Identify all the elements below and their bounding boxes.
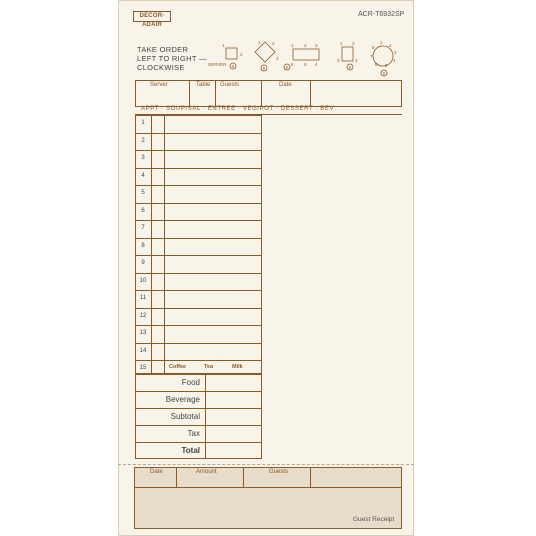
receipt-date-label: Date bbox=[150, 469, 163, 475]
seat-label: 2 bbox=[389, 43, 392, 48]
divider bbox=[215, 80, 216, 107]
seat-label: 4 bbox=[337, 58, 340, 63]
grid-divider bbox=[164, 115, 165, 374]
row-line bbox=[135, 168, 262, 169]
form-code: ACR-T6932SP bbox=[358, 11, 405, 18]
row-number: 15 bbox=[139, 365, 147, 371]
row-line bbox=[135, 360, 262, 361]
seat-label: 2 bbox=[304, 43, 307, 48]
small-table-icon bbox=[342, 47, 353, 61]
totals-line bbox=[135, 408, 262, 409]
seat-label: S bbox=[382, 71, 386, 76]
row-line bbox=[135, 343, 262, 344]
seat-label: 3 bbox=[394, 50, 397, 55]
seat-label: 3 bbox=[276, 56, 279, 61]
total-label-total: Total bbox=[181, 446, 200, 455]
seat-label: 4 bbox=[315, 62, 318, 67]
guests-field-label: Guests bbox=[220, 82, 240, 88]
row-number: 9 bbox=[141, 260, 145, 266]
instruction-line-2: LEFT TO RIGHT — bbox=[137, 54, 207, 63]
seat-label: 2 bbox=[240, 52, 243, 57]
row-number: 4 bbox=[141, 172, 145, 179]
divider bbox=[189, 80, 190, 107]
seat-label: 5 bbox=[304, 62, 307, 67]
row-number: 13 bbox=[139, 330, 147, 336]
seat-label: S bbox=[348, 65, 352, 70]
row-line bbox=[135, 308, 262, 309]
seat-label: 1 bbox=[222, 43, 225, 48]
tea-label: Tea bbox=[204, 364, 214, 370]
instruction-line-3: CLOCKWISE bbox=[137, 63, 185, 72]
row-line bbox=[135, 255, 262, 256]
divider bbox=[261, 80, 262, 107]
receipt-divider bbox=[134, 487, 402, 488]
row-line bbox=[135, 185, 262, 186]
seat-label: 4 bbox=[393, 58, 396, 63]
seat-label: S bbox=[231, 64, 235, 69]
row-number: 7 bbox=[141, 225, 145, 231]
coffee-label: Coffee bbox=[169, 364, 187, 370]
guest-receipt-title: Guest Receipt bbox=[353, 516, 395, 523]
rect-table-icon bbox=[293, 49, 319, 60]
seat-label: 3 bbox=[315, 43, 318, 48]
row-line bbox=[135, 220, 262, 221]
seat-label: 2 bbox=[352, 41, 355, 46]
seat-label: 8 bbox=[372, 45, 375, 50]
row-number: 10 bbox=[139, 277, 147, 284]
seat-label: 1 bbox=[258, 40, 261, 45]
row-line bbox=[135, 150, 262, 151]
totals-line bbox=[135, 391, 262, 392]
server-field-label: Server bbox=[150, 82, 168, 88]
row-number: 1 bbox=[141, 120, 145, 126]
receipt-divider bbox=[310, 467, 311, 487]
row-line bbox=[135, 273, 262, 274]
seat-label: 5 bbox=[385, 63, 388, 68]
seat-label: S bbox=[262, 66, 266, 71]
milk-label: Milk bbox=[232, 364, 243, 370]
server-label: SERVER bbox=[208, 62, 227, 67]
seat-label: 2 bbox=[272, 41, 275, 46]
instruction-line-1: TAKE ORDER bbox=[137, 45, 189, 54]
total-label-beverage: Beverage bbox=[165, 395, 200, 404]
grid-divider bbox=[151, 115, 152, 374]
divider bbox=[310, 80, 311, 107]
row-number: 12 bbox=[139, 312, 147, 319]
seat-label: 1 bbox=[291, 43, 294, 48]
seat-label: 1 bbox=[380, 40, 383, 45]
order-info-box bbox=[135, 80, 402, 107]
receipt-divider bbox=[176, 467, 177, 487]
row-number: 6 bbox=[141, 207, 145, 214]
totals-divider bbox=[205, 374, 206, 459]
receipt-amount-label: Amount bbox=[196, 469, 217, 475]
row-line bbox=[135, 290, 262, 291]
seat-label: 7 bbox=[370, 54, 373, 59]
row-line bbox=[135, 238, 262, 239]
row-number: 11 bbox=[139, 295, 147, 301]
table-field-label: Table bbox=[196, 82, 211, 88]
seat-label: 1 bbox=[340, 41, 343, 46]
row-number: 14 bbox=[139, 347, 147, 354]
order-lines-grid bbox=[135, 115, 262, 374]
perforation-line bbox=[118, 464, 414, 465]
row-number: 3 bbox=[141, 155, 145, 161]
seat-label: 3 bbox=[355, 58, 358, 63]
total-label-subtotal: Subtotal bbox=[170, 412, 200, 421]
date-field-label: Date bbox=[279, 82, 292, 88]
row-line bbox=[135, 133, 262, 134]
seat-label: 6 bbox=[375, 62, 378, 67]
course-categories: APPT · SOUP/SAL · ENTREE · VEG/POT · DESSERT · BEV bbox=[141, 106, 335, 112]
row-line bbox=[135, 325, 262, 326]
receipt-guests-label: Guests bbox=[269, 469, 289, 475]
seat-label: S bbox=[285, 65, 289, 70]
row-number: 8 bbox=[141, 242, 145, 249]
totals-line bbox=[135, 442, 262, 443]
total-label-food: Food bbox=[181, 378, 200, 387]
square-table-icon bbox=[226, 48, 237, 59]
total-label-tax: Tax bbox=[187, 429, 200, 438]
row-number: 5 bbox=[141, 190, 145, 196]
receipt-divider bbox=[243, 467, 244, 487]
brand-logo: DECOR-ADAIR bbox=[133, 11, 171, 22]
row-number: 2 bbox=[141, 137, 145, 144]
seat-label: 6 bbox=[291, 62, 294, 67]
row-line bbox=[135, 203, 262, 204]
totals-line bbox=[135, 425, 262, 426]
